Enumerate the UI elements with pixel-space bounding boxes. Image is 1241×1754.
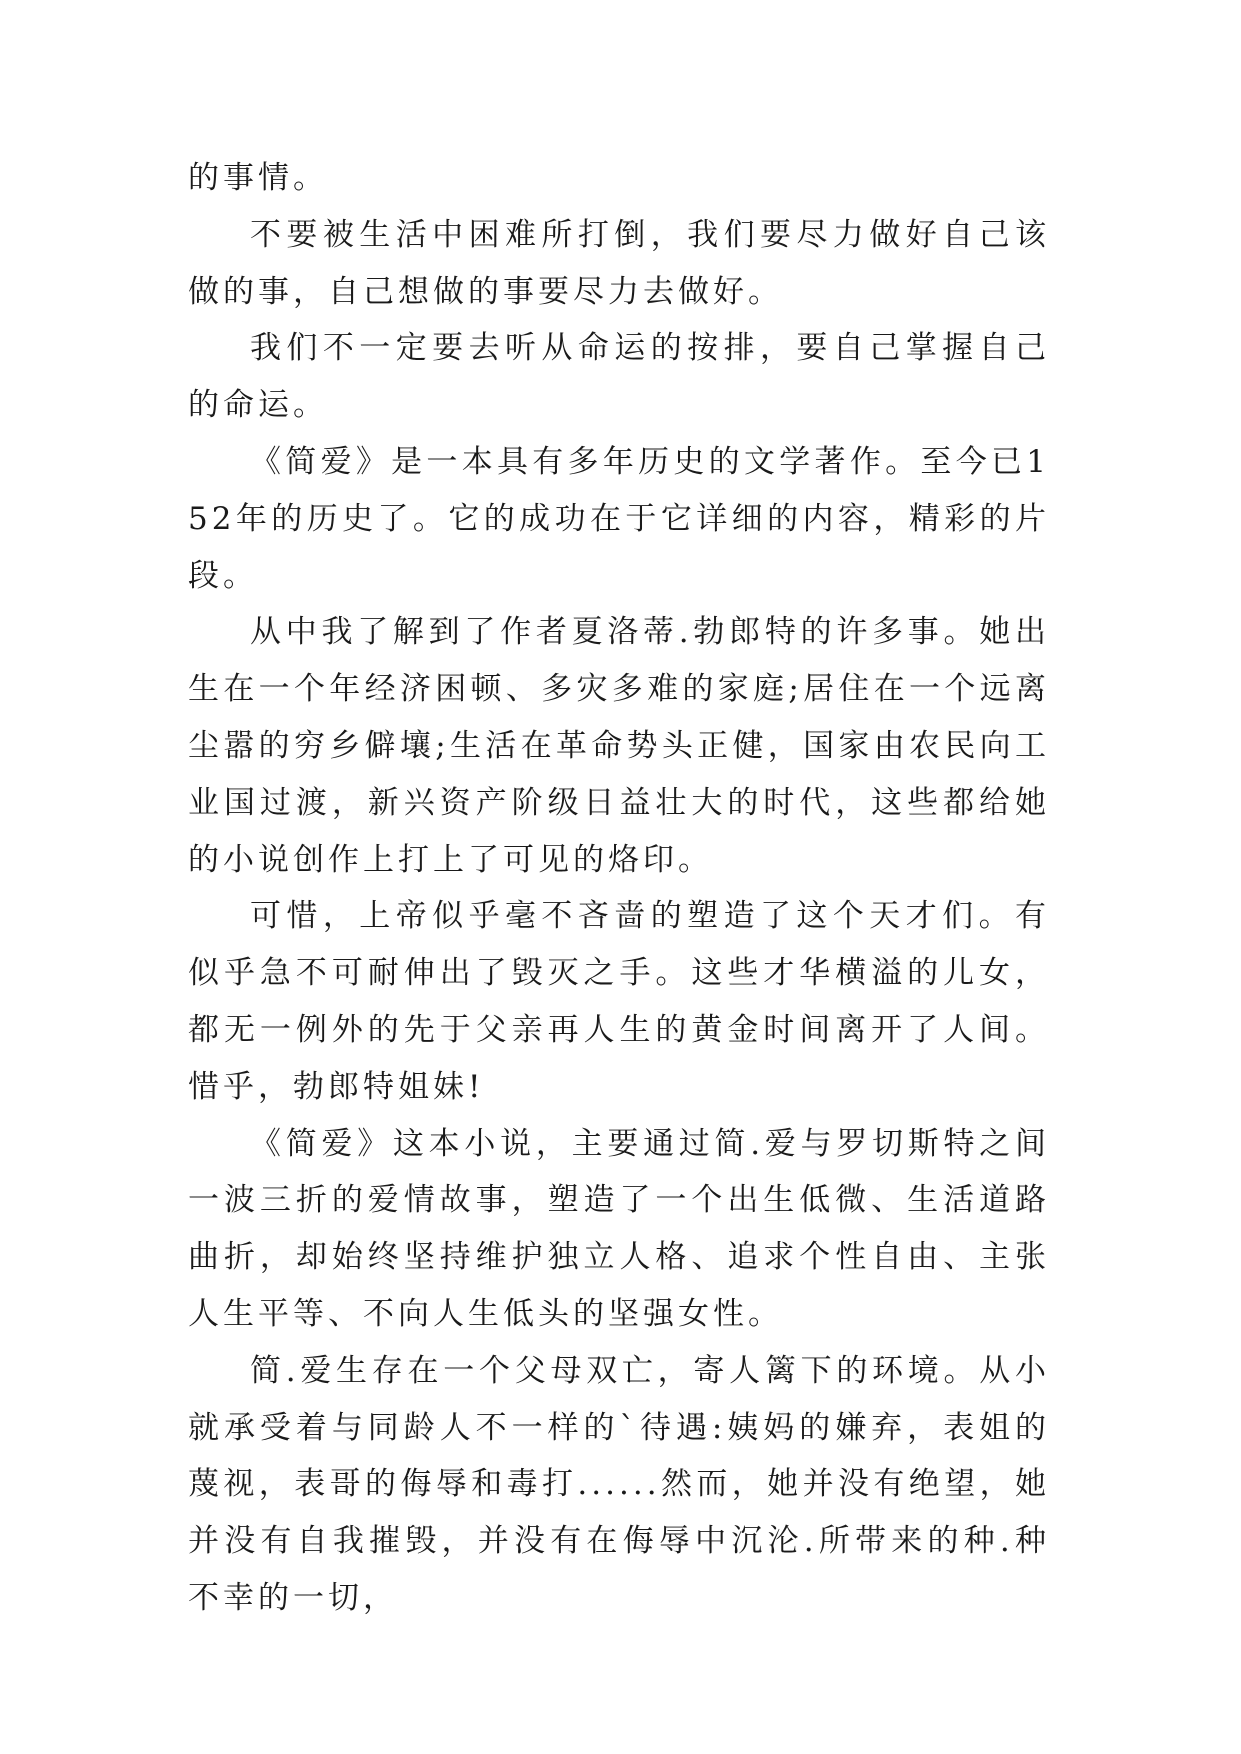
paragraph-1: 的事情。 (188, 160, 328, 196)
paragraph-3: 我们不一定要去听从命运的按排，要自己掌握自己的命运。 (188, 330, 1050, 424)
paragraph-7: 《简爱》这本小说，主要通过简.爱与罗切斯特之间一波三折的爱情故事，塑造了一个出生低微、生活道路曲折，却始终坚持维护独立人格、追求个性自由、主张人生平等、不向人生低头的坚强女性。 (188, 1125, 1050, 1332)
paragraph-6: 可惜，上帝似乎毫不吝啬的塑造了这个天才们。有似乎急不可耐伸出了毁灭之手。这些才华横溢的儿女，都无一例外的先于父亲再人生的黄金时间离开了人间。惜乎，勃郎特姐妹! (188, 898, 1050, 1105)
paragraph-5: 从中我了解到了作者夏洛蒂.勃郎特的许多事。她出生在一个年经济困顿、多灾多难的家庭;居住在一个远离尘嚣的穷乡僻壤;生活在革命势头正健，国家由农民向工业国过渡，新兴资产阶级日益壮大的时代，这些都给她的小说创作上打上了可见的烙印。 (188, 614, 1050, 878)
paragraph-2: 不要被生活中困难所打倒，我们要尽力做好自己该做的事，自己想做的事要尽力去做好。 (188, 216, 1050, 310)
paragraph-4: 《简爱》是一本具有多年历史的文学著作。至今已152年的历史了。它的成功在于它详细的内容，精彩的片段。 (188, 443, 1050, 594)
paragraph-8: 简.爱生存在一个父母双亡，寄人篱下的环境。从小就承受着与同龄人不一样的`待遇:姨妈的嫌弃，表姐的蔑视，表哥的侮辱和毒打......然而，她并没有绝望，她并没有自我摧毁，并没有在侮辱中沉沦.所带来的种.种不幸的一切， (188, 1352, 1050, 1616)
document-body (188, 150, 1050, 1627)
